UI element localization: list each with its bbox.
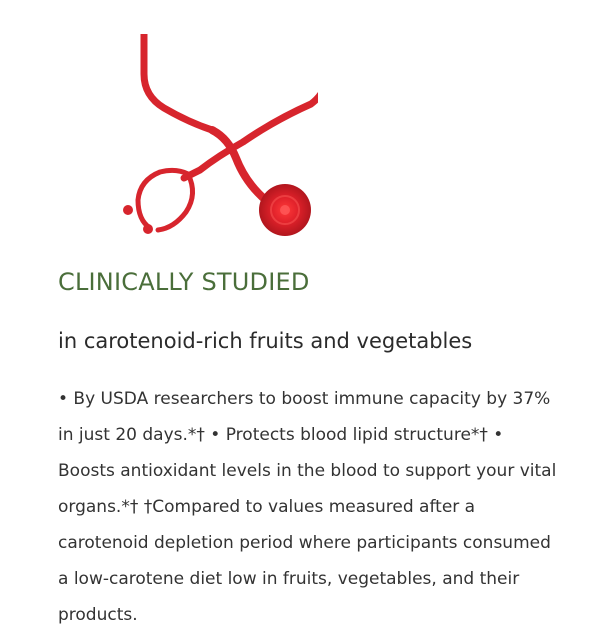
subheading: in carotenoid-rich fruits and vegetables <box>58 329 473 353</box>
stethoscope-icon <box>118 34 318 239</box>
headline: CLINICALLY STUDIED <box>58 268 310 296</box>
body-text: • By USDA researchers to boost immune capacity by 37% in just 20 days.*† • Protects blood lipid structure*† • Boosts antioxidant levels in the blood to support your vital organs.*† †Compared to values measured after a carotenoid depletion period where participants consumed a low-carotene diet low in fruits, vegetables, and their products. <box>58 389 557 625</box>
